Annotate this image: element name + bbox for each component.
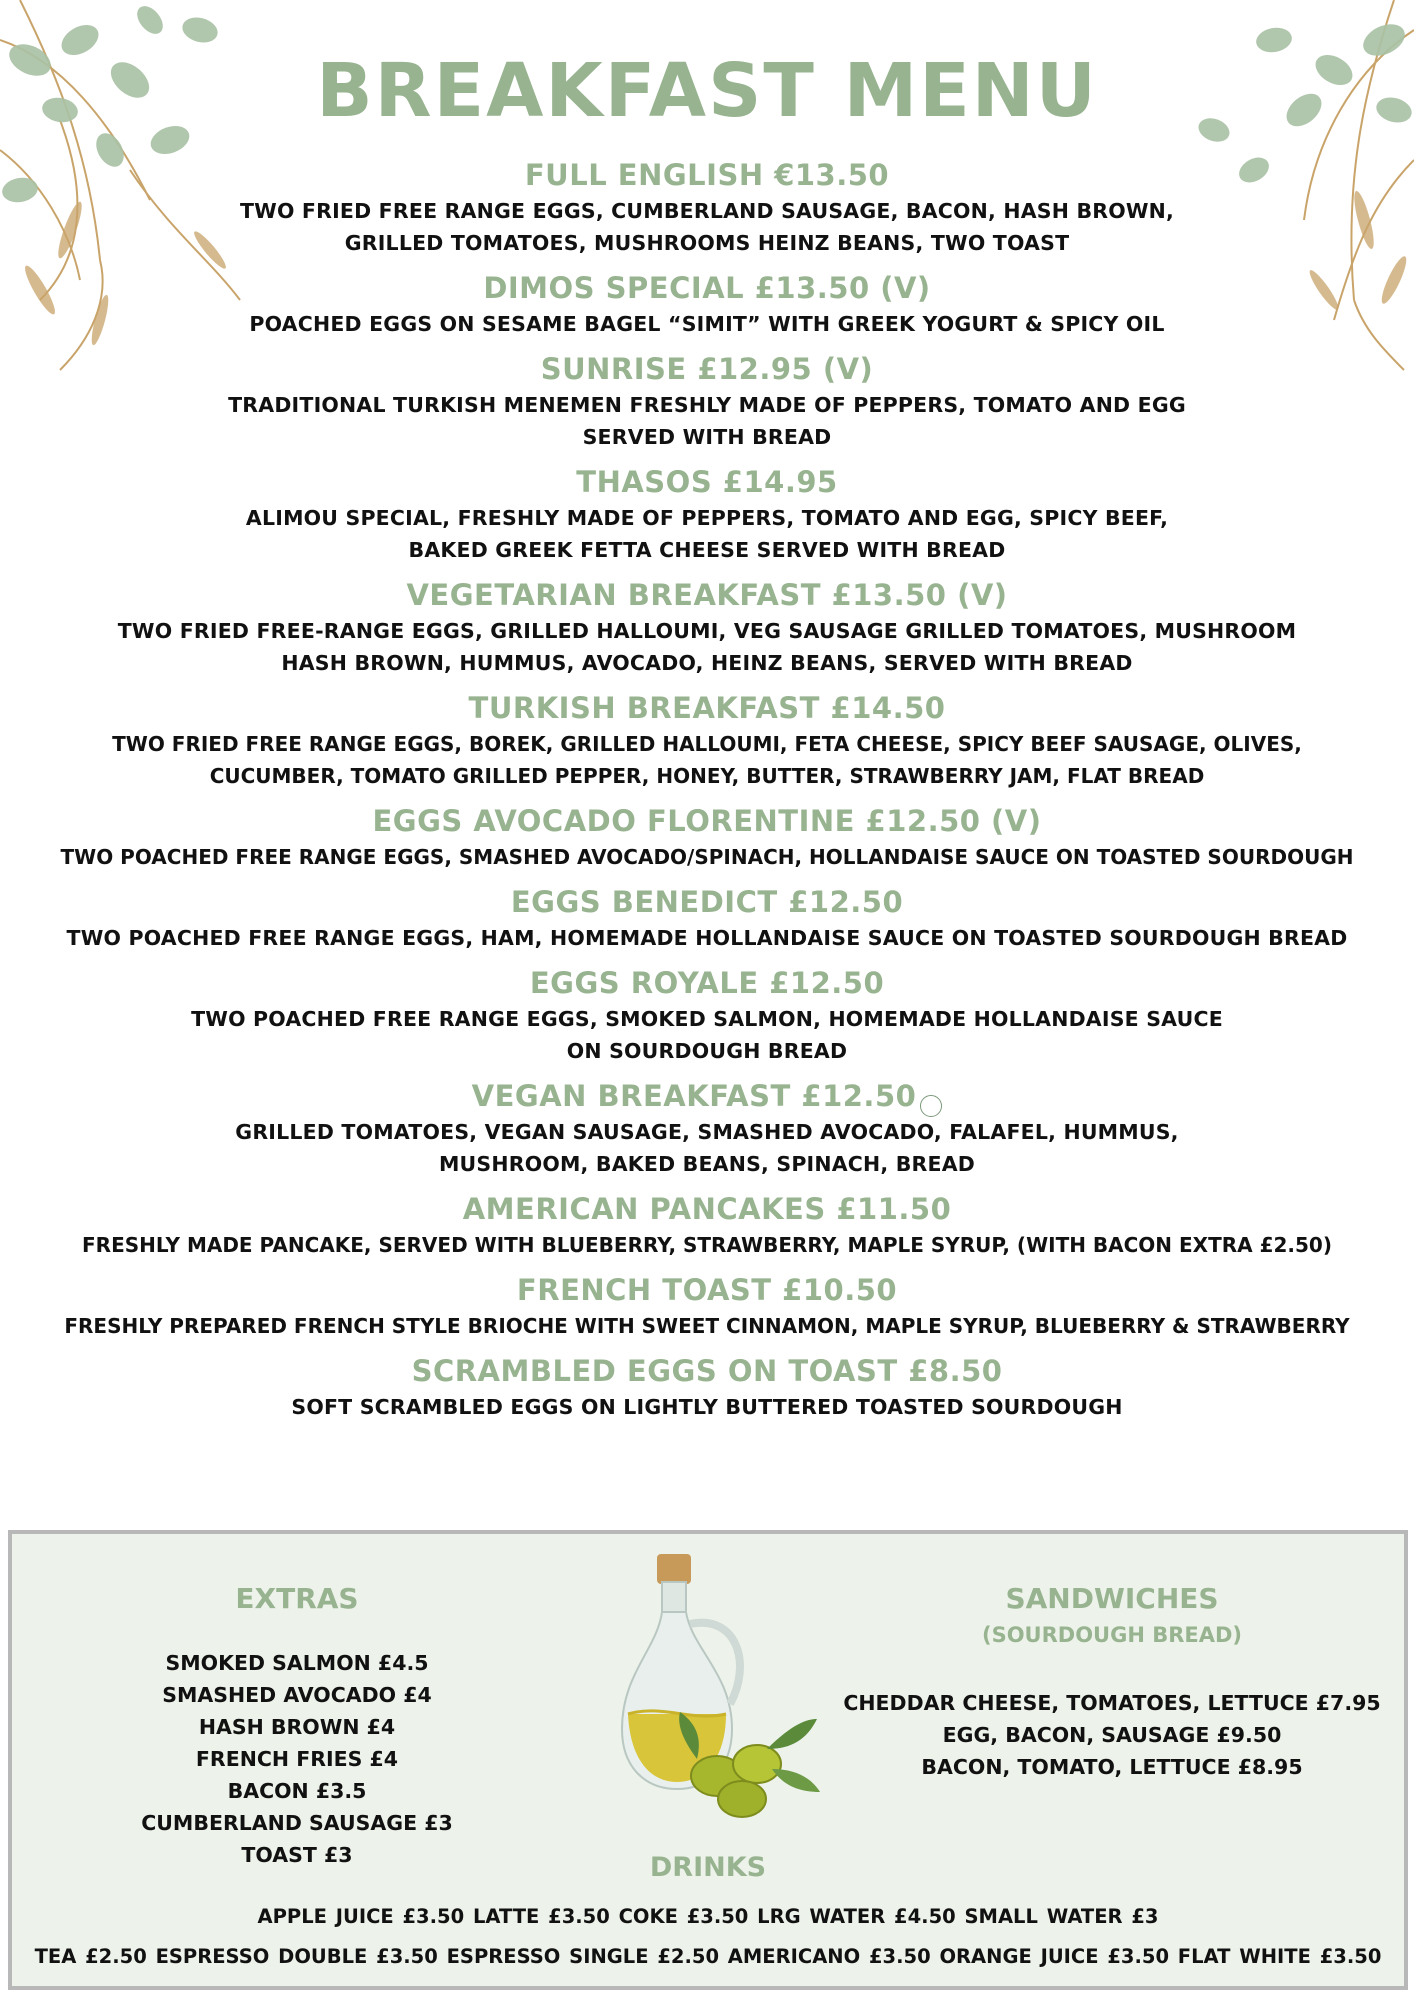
item-name: SCRAMBLED EGGS ON TOAST £8.50 — [411, 1354, 1003, 1388]
item-description — [0, 1003, 1414, 1067]
menu-item — [0, 155, 1414, 259]
item-name-text: VEGAN BREAKFAST £12.50 — [471, 1079, 917, 1113]
menu-item — [0, 1076, 1414, 1180]
item-description — [0, 841, 1414, 873]
description-line: MUSHROOM, BAKED BEANS, SPINACH, BREAD — [438, 1152, 976, 1176]
description-line: TWO POACHED FREE RANGE EGGS, SMOKED SALMON, HOMEMADE HOLLANDAISE SAUCE — [191, 1007, 1223, 1031]
description-line: POACHED EGGS ON SESAME BAGEL “SIMIT” WITH GREEK YOGURT & SPICY OIL — [249, 312, 1165, 336]
description-line: GRILLED TOMATOES, VEGAN SAUSAGE, SMASHED AVOCADO, FALAFEL, HUMMUS, — [235, 1120, 1179, 1144]
vegan-leaf-icon — [920, 1095, 942, 1117]
item-description — [0, 615, 1414, 679]
item-name: EGGS ROYALE £12.50 — [529, 966, 885, 1000]
drinks-line: APPLE JUICE £3.50 LATTE £3.50 COKE £3.50 LRG WATER £4.50 SMALL WATER £3 — [257, 1905, 1159, 1928]
item-description — [0, 502, 1414, 566]
menu-item — [0, 882, 1414, 954]
olive-oil-bottle-icon — [602, 1554, 832, 1824]
item-description — [0, 1116, 1414, 1180]
extras-item: SMOKED SALMON £4.5 — [165, 1651, 429, 1675]
item-name: FRENCH TOAST £10.50 — [516, 1273, 898, 1307]
page-title: BREAKFAST MENU — [316, 48, 1098, 134]
sandwiches-section — [822, 1582, 1402, 1783]
sandwich-item: EGG, BACON, SAUSAGE £9.50 — [942, 1723, 1282, 1747]
menu-item — [0, 801, 1414, 873]
drinks-title: DRINKS — [649, 1852, 767, 1883]
description-line: ON SOURDOUGH BREAD — [566, 1039, 848, 1063]
menu-item — [0, 1270, 1414, 1342]
menu-item — [0, 688, 1414, 792]
description-line: BAKED GREEK FETTA CHEESE SERVED WITH BREAD — [408, 538, 1006, 562]
item-name: TURKISH BREAKFAST £14.50 — [468, 691, 946, 725]
item-name: SUNRISE £12.95 (V) — [540, 352, 874, 386]
description-line: HASH BROWN, HUMMUS, AVOCADO, HEINZ BEANS, SERVED WITH BREAD — [281, 651, 1133, 675]
menu-item — [0, 575, 1414, 679]
item-name: THASOS £14.95 — [576, 465, 838, 499]
description-line: SOFT SCRAMBLED EGGS ON LIGHTLY BUTTERED TOASTED SOURDOUGH — [291, 1395, 1123, 1419]
menu-item — [0, 268, 1414, 340]
description-line: TWO POACHED FREE RANGE EGGS, SMASHED AVOCADO/SPINACH, HOLLANDAISE SAUCE ON TOASTED SOURDOUGH — [60, 845, 1354, 869]
description-line: TWO FRIED FREE-RANGE EGGS, GRILLED HALLOUMI, VEG SAUSAGE GRILLED TOMATOES, MUSHROOM — [117, 619, 1297, 643]
menu-item — [0, 349, 1414, 453]
item-description — [0, 389, 1414, 453]
extras-item: FRENCH FRIES £4 — [195, 1747, 399, 1771]
item-description — [0, 308, 1414, 340]
extras-item: CUMBERLAND SAUSAGE £3 — [141, 1811, 453, 1835]
description-line: GRILLED TOMATOES, MUSHROOMS HEINZ BEANS, TWO TOAST — [344, 231, 1070, 255]
description-line: TWO FRIED FREE RANGE EGGS, BOREK, GRILLED HALLOUMI, FETA CHEESE, SPICY BEEF SAUSAGE, OLIVES, — [112, 732, 1302, 756]
item-name: FULL ENGLISH €13.50 — [524, 158, 890, 192]
item-description — [0, 1391, 1414, 1423]
menu-item — [0, 963, 1414, 1067]
item-name: EGGS AVOCADO FLORENTINE £12.50 (V) — [372, 804, 1042, 838]
description-line: TRADITIONAL TURKISH MENEMEN FRESHLY MADE OF PEPPERS, TOMATO AND EGG — [228, 393, 1186, 417]
item-name: VEGETARIAN BREAKFAST £13.50 (V) — [406, 578, 1008, 612]
extras-item: TOAST £3 — [241, 1843, 353, 1867]
menu-item — [0, 1351, 1414, 1423]
drinks-section — [12, 1852, 1404, 1977]
description-line: CUCUMBER, TOMATO GRILLED PEPPER, HONEY, BUTTER, STRAWBERRY JAM, FLAT BREAD — [209, 764, 1205, 788]
item-name: EGGS BENEDICT £12.50 — [510, 885, 904, 919]
extras-item: HASH BROWN £4 — [198, 1715, 396, 1739]
item-name — [0, 1076, 1414, 1116]
extras-item: BACON £3.5 — [227, 1779, 367, 1803]
menu-item — [0, 1189, 1414, 1261]
extras-title: EXTRAS — [235, 1582, 359, 1615]
extras-sandwiches-drinks-box — [8, 1530, 1408, 1990]
item-description — [0, 728, 1414, 792]
item-name: AMERICAN PANCAKES £11.50 — [462, 1192, 952, 1226]
item-description — [0, 922, 1414, 954]
description-line: FRESHLY PREPARED FRENCH STYLE BRIOCHE WITH SWEET CINNAMON, MAPLE SYRUP, BLUEBERRY & STRAWBERRY — [64, 1314, 1350, 1338]
extras-item: SMASHED AVOCADO £4 — [162, 1683, 432, 1707]
breakfast-items — [0, 155, 1414, 1432]
item-description — [0, 195, 1414, 259]
description-line: FRESHLY MADE PANCAKE, SERVED WITH BLUEBERRY, STRAWBERRY, MAPLE SYRUP, (WITH BACON EXTRA £2.50) — [82, 1233, 1332, 1257]
drinks-line: TEA £2.50 ESPRESSO DOUBLE £3.50 ESPRESSO SINGLE £2.50 AMERICANO £3.50 ORANGE JUICE £3.50 FLAT WHITE £3.50 — [34, 1945, 1382, 1968]
extras-section — [72, 1582, 522, 1871]
sandwiches-title: SANDWICHES — [1005, 1582, 1219, 1615]
description-line: ALIMOU SPECIAL, FRESHLY MADE OF PEPPERS, TOMATO AND EGG, SPICY BEEF, — [245, 506, 1169, 530]
item-description — [0, 1310, 1414, 1342]
item-description — [0, 1229, 1414, 1261]
sandwiches-list — [822, 1687, 1402, 1783]
sandwiches-subtitle: (SOURDOUGH BREAD) — [981, 1623, 1243, 1647]
sandwich-item: CHEDDAR CHEESE, TOMATOES, LETTUCE £7.95 — [843, 1691, 1381, 1715]
description-line: TWO FRIED FREE RANGE EGGS, CUMBERLAND SAUSAGE, BACON, HASH BROWN, — [239, 199, 1175, 223]
sandwich-item: BACON, TOMATO, LETTUCE £8.95 — [921, 1755, 1303, 1779]
item-name: DIMOS SPECIAL £13.50 (V) — [483, 271, 931, 305]
description-line: SERVED WITH BREAD — [582, 425, 832, 449]
extras-list — [72, 1647, 522, 1871]
description-line: TWO POACHED FREE RANGE EGGS, HAM, HOMEMADE HOLLANDAISE SAUCE ON TOASTED SOURDOUGH BREAD — [66, 926, 1348, 950]
menu-item — [0, 462, 1414, 566]
